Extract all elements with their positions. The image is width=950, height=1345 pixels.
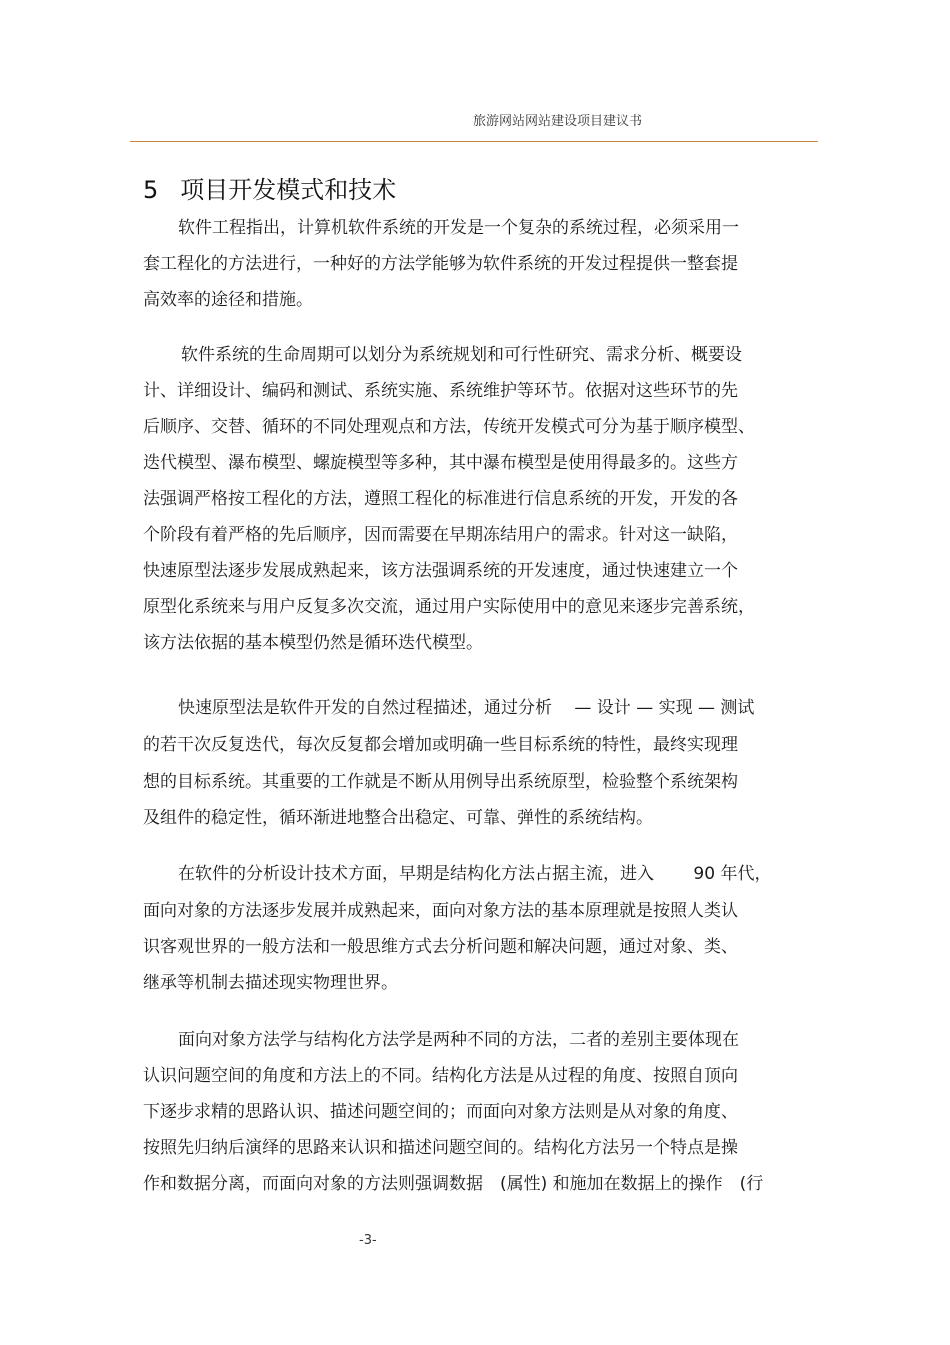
header-divider — [130, 141, 818, 142]
paragraph-line: 计、详细设计、编码和测试、系统实施、系统维护等环节。依据对这些环节的先 — [143, 381, 738, 401]
paragraph-line: 软件系统的生命周期可以划分为系统规划和可行性研究、需求分析、概要设 — [181, 345, 742, 365]
paragraph-line: 及组件的稳定性，循环渐进地整合出稳定、可靠、弹性的系统结构。 — [143, 808, 653, 828]
paragraph-line: 软件工程指出，计算机软件系统的开发是一个复杂的系统过程，必须采用一 — [178, 218, 739, 238]
paragraph-line: 法强调严格按工程化的方法，遵照工程化的标准进行信息系统的开发，开发的各 — [143, 489, 738, 509]
paragraph-line: 个阶段有着严格的先后顺序，因而需要在早期冻结用户的需求。针对这一缺陷， — [143, 525, 738, 545]
paragraph-line: 面向对象方法学与结构化方法学是两种不同的方法，二者的差别主要体现在 — [178, 1030, 739, 1050]
paragraph-line: 下逐步求精的思路认识、描述问题空间的；而面向对象方法则是从对象的角度、 — [143, 1102, 738, 1122]
paragraph-line: 迭代模型、瀑布模型、螺旋模型等多种，其中瀑布模型是使用得最多的。这些方 — [143, 453, 738, 473]
section-title: 项目开发模式和技术 — [180, 176, 397, 204]
paragraph-line: 快速原型法逐步发展成熟起来，该方法强调系统的开发速度，通过快速建立一个 — [143, 561, 738, 581]
paragraph-line: 快速原型法是软件开发的自然过程描述，通过分析 — 设计 — 实现 — 测试 — [178, 698, 755, 718]
paragraph-line: 后顺序、交替、循环的不同处理观点和方法，传统开发模式可分为基于顺序模型、 — [143, 417, 755, 437]
paragraph-line: 套工程化的方法进行，一种好的方法学能够为软件系统的开发过程提供一整套提 — [143, 254, 738, 274]
section-number: 5 — [143, 176, 159, 204]
paragraph-line: 想的目标系统。其重要的工作就是不断从用例导出系统原型，检验整个系统架构 — [143, 772, 738, 792]
paragraph-line: 识客观世界的一般方法和一般思维方式去分析问题和解决问题，通过对象、类、 — [143, 937, 738, 957]
running-header-title: 旅游网站网站建设项目建议书 — [473, 114, 643, 129]
paragraph-line: 在软件的分析设计技术方面，早期是结构化方法占据主流，进入 90 年代， — [178, 864, 772, 884]
paragraph-line: 该方法依据的基本模型仍然是循环迭代模型。 — [143, 633, 483, 653]
section-heading — [143, 170, 396, 205]
paragraph-line: 按照先归纳后演绎的思路来认识和描述问题空间的。结构化方法另一个特点是操 — [143, 1138, 738, 1158]
paragraph-line: 的若干次反复迭代，每次反复都会增加或明确一些目标系统的特性，最终实现理 — [143, 735, 738, 755]
paragraph-line: 高效率的途径和措施。 — [143, 290, 313, 310]
page-number: -3- — [359, 1233, 377, 1248]
paragraph-line: 认识问题空间的角度和方法上的不同。结构化方法是从过程的角度、按照自顶向 — [143, 1066, 738, 1086]
paragraph-line: 原型化系统来与用户反复多次交流，通过用户实际使用中的意见来逐步完善系统， — [143, 597, 755, 617]
paragraph-line: 作和数据分离，而面向对象的方法则强调数据 (属性) 和施加在数据上的操作 (行 — [143, 1174, 764, 1194]
paragraph-line: 继承等机制去描述现实物理世界。 — [143, 973, 398, 993]
paragraph-line: 面向对象的方法逐步发展并成熟起来，面向对象方法的基本原理就是按照人类认 — [143, 901, 738, 921]
